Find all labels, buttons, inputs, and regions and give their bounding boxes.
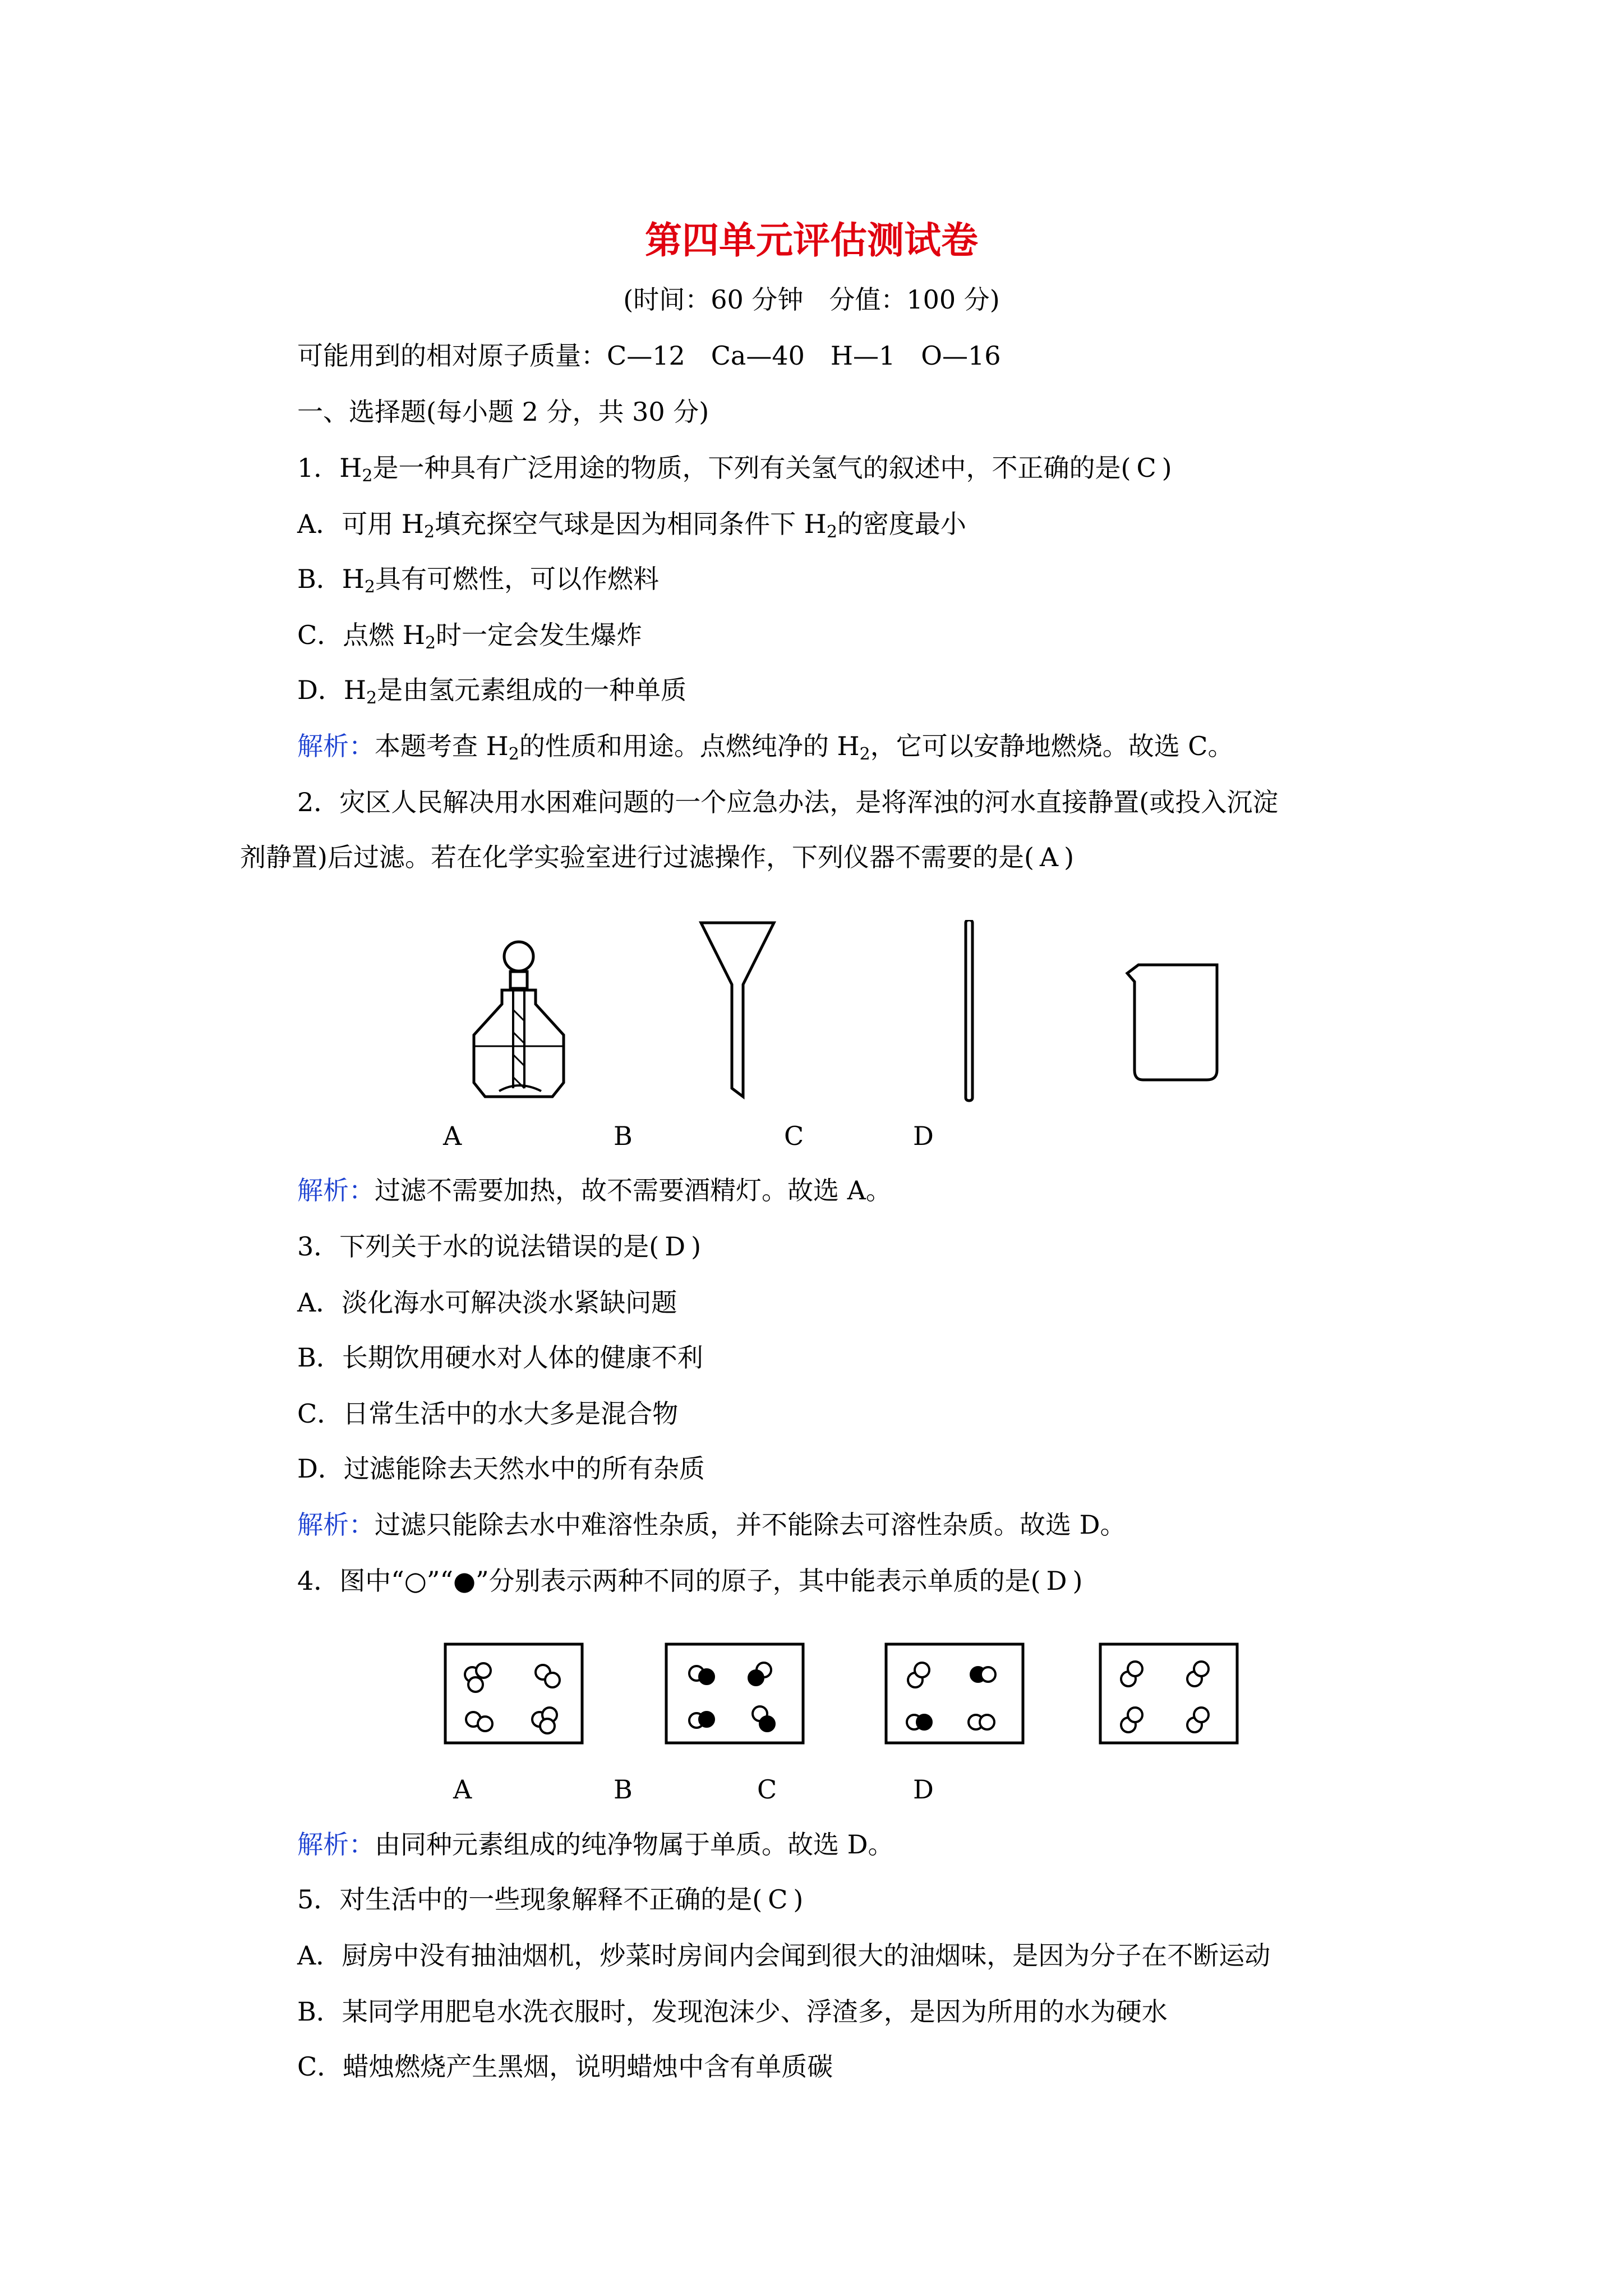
analysis-label: 解析： xyxy=(297,1175,375,1205)
question-2-stem-line2: 剂静置)后过滤。若在化学实验室进行过滤操作，下列仪器不需要的是( A ) xyxy=(240,840,1074,874)
question-4-analysis: 解析：由同种元素组成的纯净物属于单质。故选 D。 xyxy=(297,1829,894,1860)
particle-label-b: B xyxy=(614,1774,633,1805)
answer: C xyxy=(1136,453,1156,483)
question-3-stem: 3．下列关于水的说法错误的是( D ) xyxy=(297,1230,701,1263)
apparatus-label-c: C xyxy=(784,1121,804,1151)
section-heading: 一、选择题(每小题 2 分，共 30 分) xyxy=(297,397,709,427)
question-3-option-b: B．长期饮用硬水对人体的健康不利 xyxy=(297,1342,703,1373)
question-4-stem: 4．图中“○”“●”分别表示两种不同的原子，其中能表示单质的是( D ) xyxy=(297,1564,1082,1598)
apparatus-figure xyxy=(443,920,1256,1111)
atomic-mass-info: 可能用到的相对原子质量：C—12 Ca—40 H—1 O—16 xyxy=(297,341,1001,371)
question-3-analysis: 解析：过滤只能除去水中难溶性杂质，并不能除去可溶性杂质。故选 D。 xyxy=(297,1510,1126,1540)
particle-box-b xyxy=(666,1644,803,1743)
question-1-option-b: B．$H_2$具有可燃性，可以作燃料 xyxy=(297,564,660,597)
apparatus-label-b: B xyxy=(614,1121,633,1151)
question-5-stem: 5．对生活中的一些现象解释不正确的是( C ) xyxy=(297,1883,803,1916)
answer: D xyxy=(665,1231,686,1262)
particle-diagram xyxy=(437,1641,1256,1747)
particle-label-d: D xyxy=(913,1774,934,1805)
glass-rod-icon xyxy=(966,920,972,1101)
question-3-option-a: A．淡化海水可解决淡水紧缺问题 xyxy=(297,1287,677,1318)
answer: D xyxy=(1046,1566,1067,1596)
question-2-analysis: 解析：过滤不需要加热，故不需要酒精灯。故选 A。 xyxy=(297,1175,892,1205)
alcohol-lamp-icon xyxy=(474,942,564,1097)
question-1-stem: 1．$H_2$是一种具有广泛用途的物质，下列有关氢气的叙述中，不正确的是( C ) xyxy=(297,451,1172,485)
apparatus-label-d: D xyxy=(913,1121,934,1151)
beaker-icon xyxy=(1127,965,1217,1080)
question-1-option-c: C．点燃 $H_2$时一定会发生爆炸 xyxy=(297,620,643,653)
answer: A xyxy=(1039,842,1059,872)
funnel-icon xyxy=(701,923,774,1097)
particle-box-c xyxy=(886,1644,1023,1743)
analysis-label: 解析： xyxy=(297,731,375,761)
answer: C xyxy=(768,1884,788,1915)
analysis-label: 解析： xyxy=(297,1510,375,1540)
analysis-label: 解析： xyxy=(297,1829,375,1860)
question-5-option-a: A．厨房中没有抽油烟机，炒菜时房间内会闻到很大的油烟味，是因为分子在不断运动 xyxy=(297,1940,1271,1971)
particle-label-a: A xyxy=(453,1774,472,1805)
question-5-option-b: B．某同学用肥皂水洗衣服时，发现泡沫少、浮渣多，是因为所用的水为硬水 xyxy=(297,1996,1168,2027)
particle-label-c: C xyxy=(757,1774,777,1805)
time-score-info: (时间：60 分钟 分值：100 分) xyxy=(623,284,1000,315)
question-1-option-a: A．可用 $H_2$填充探空气球是因为相同条件下 $H_2$的密度最小 xyxy=(297,509,966,542)
question-5-option-c: C．蜡烛燃烧产生黑烟，说明蜡烛中含有单质碳 xyxy=(297,2051,833,2082)
question-2-stem-line1: 2．灾区人民解决用水困难问题的一个应急办法，是将浑浊的河水直接静置(或投入沉淀 xyxy=(297,787,1279,817)
question-1-analysis: 解析：本题考查 $H_2$的性质和用途。点燃纯净的 $H_2$，它可以安静地燃烧。故选 C。 xyxy=(297,731,1234,764)
page-title: 第四单元评估测试卷 xyxy=(645,218,978,262)
particle-box-a xyxy=(445,1644,582,1743)
apparatus-label-a: A xyxy=(443,1121,462,1151)
question-3-option-d: D．过滤能除去天然水中的所有杂质 xyxy=(297,1453,705,1484)
question-1-option-d: D．$H_2$是由氢元素组成的一种单质 xyxy=(297,675,687,708)
question-3-option-c: C．日常生活中的水大多是混合物 xyxy=(297,1398,679,1429)
